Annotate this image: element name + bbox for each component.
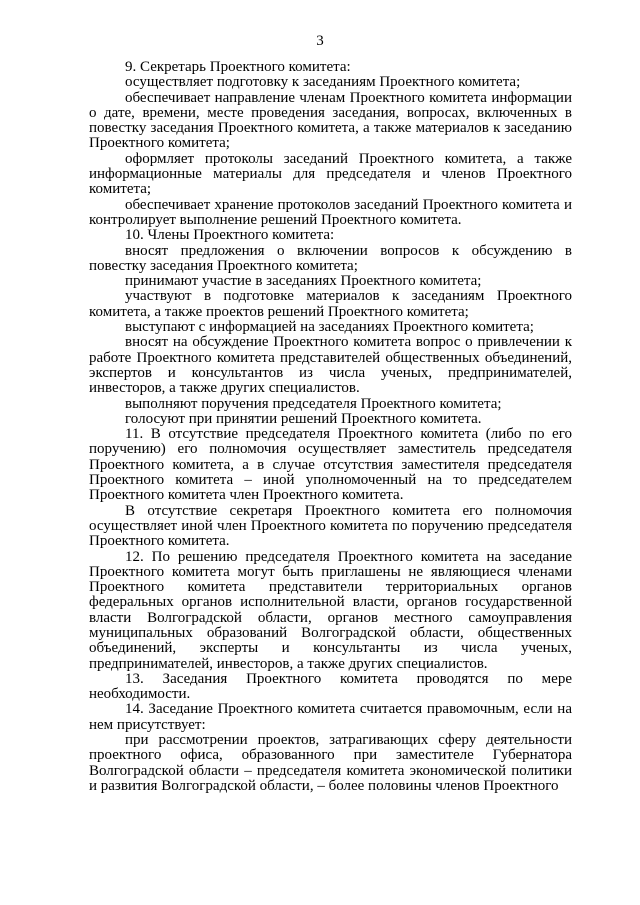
paragraph-13: 13. Заседания Проектного комитета проводятся по мере необходимости.	[89, 670, 572, 703]
paragraph: В отсутствие секретаря Проектного комитета его полномочия осуществляет иной член Проектного комитета по поручению председателя Проектного комитета.	[89, 502, 572, 550]
paragraph-9-heading: 9. Секретарь Проектного комитета:	[125, 59, 351, 75]
paragraph: участвуют в подготовке материалов к заседаниям Проектного комитета, а также проектов решений Проектного комитета;	[89, 288, 572, 320]
paragraph: выступают с информацией на заседаниях Проектного комитета;	[125, 319, 534, 336]
paragraph-10-heading: 10. Члены Проектного комитета:	[125, 227, 335, 244]
paragraph: принимают участие в заседаниях Проектного комитета;	[125, 273, 482, 290]
paragraph-11: 11. В отсутствие председателя Проектного комитета (либо по его поручению) его полномочия осуществляет заместитель председателя Проектного комитета, а в случае отсутствия заместителя председателя Проектного комитета – иной уполномоченный на то председателем Проектного комитета член Проектного комитета.	[89, 426, 572, 504]
paragraph: оформляет протоколы заседаний Проектного комитета, а также информационные материалы для председателя и членов Проектного комитета;	[89, 150, 572, 198]
page-number: 3	[316, 33, 324, 49]
paragraph: вносят предложения о включении вопросов к обсуждению в повестку заседания Проектного комитета;	[89, 242, 572, 274]
paragraph: при рассмотрении проектов, затрагивающих сферу деятельности проектного офиса, образованного при заместителе Губернатора Волгоградской области – председателя комитета экономической политики и развития Волгоградской области, – более половины членов Проектного	[89, 732, 572, 794]
document-body	[89, 60, 572, 794]
paragraph: обеспечивает хранение протоколов заседаний Проектного комитета и контролирует выполнение решений Проектного комитета.	[89, 196, 572, 228]
paragraph: выполняют поручения председателя Проектного комитета;	[125, 395, 502, 412]
paragraph-12: 12. По решению председателя Проектного комитета на заседание Проектного комитета могут быть приглашены не являющиеся членами Проектного комитета представители территориальных органов федеральных органов исполнительной власти, органов государственной власти Волгоградской области, органов местного самоуправления муниципальных образований Волгоградской области, общественных объединений, эксперты и консультанты из числа ученых, предпринимателей, инвесторов, а также других специалистов.	[89, 548, 572, 672]
paragraph: голосуют при принятии решений Проектного комитета.	[125, 410, 482, 427]
paragraph-14: 14. Заседание Проектного комитета считается правомочным, если на нем присутствует:	[89, 701, 572, 733]
paragraph: вносят на обсуждение Проектного комитета вопрос о привлечении к работе Проектного комитета представителей общественных объединений, экспертов и консультантов из числа ученых, предпринимателей, инвесторов, а также других специалистов.	[89, 334, 572, 397]
paragraph: осуществляет подготовку к заседаниям Проектного комитета;	[125, 74, 521, 91]
paragraph: обеспечивает направление членам Проектного комитета информации о дате, времени, месте проведения заседания, вопросах, включенных в повестку заседания Проектного комитета, а также материалов к заседанию Проектного комитета;	[89, 89, 572, 152]
